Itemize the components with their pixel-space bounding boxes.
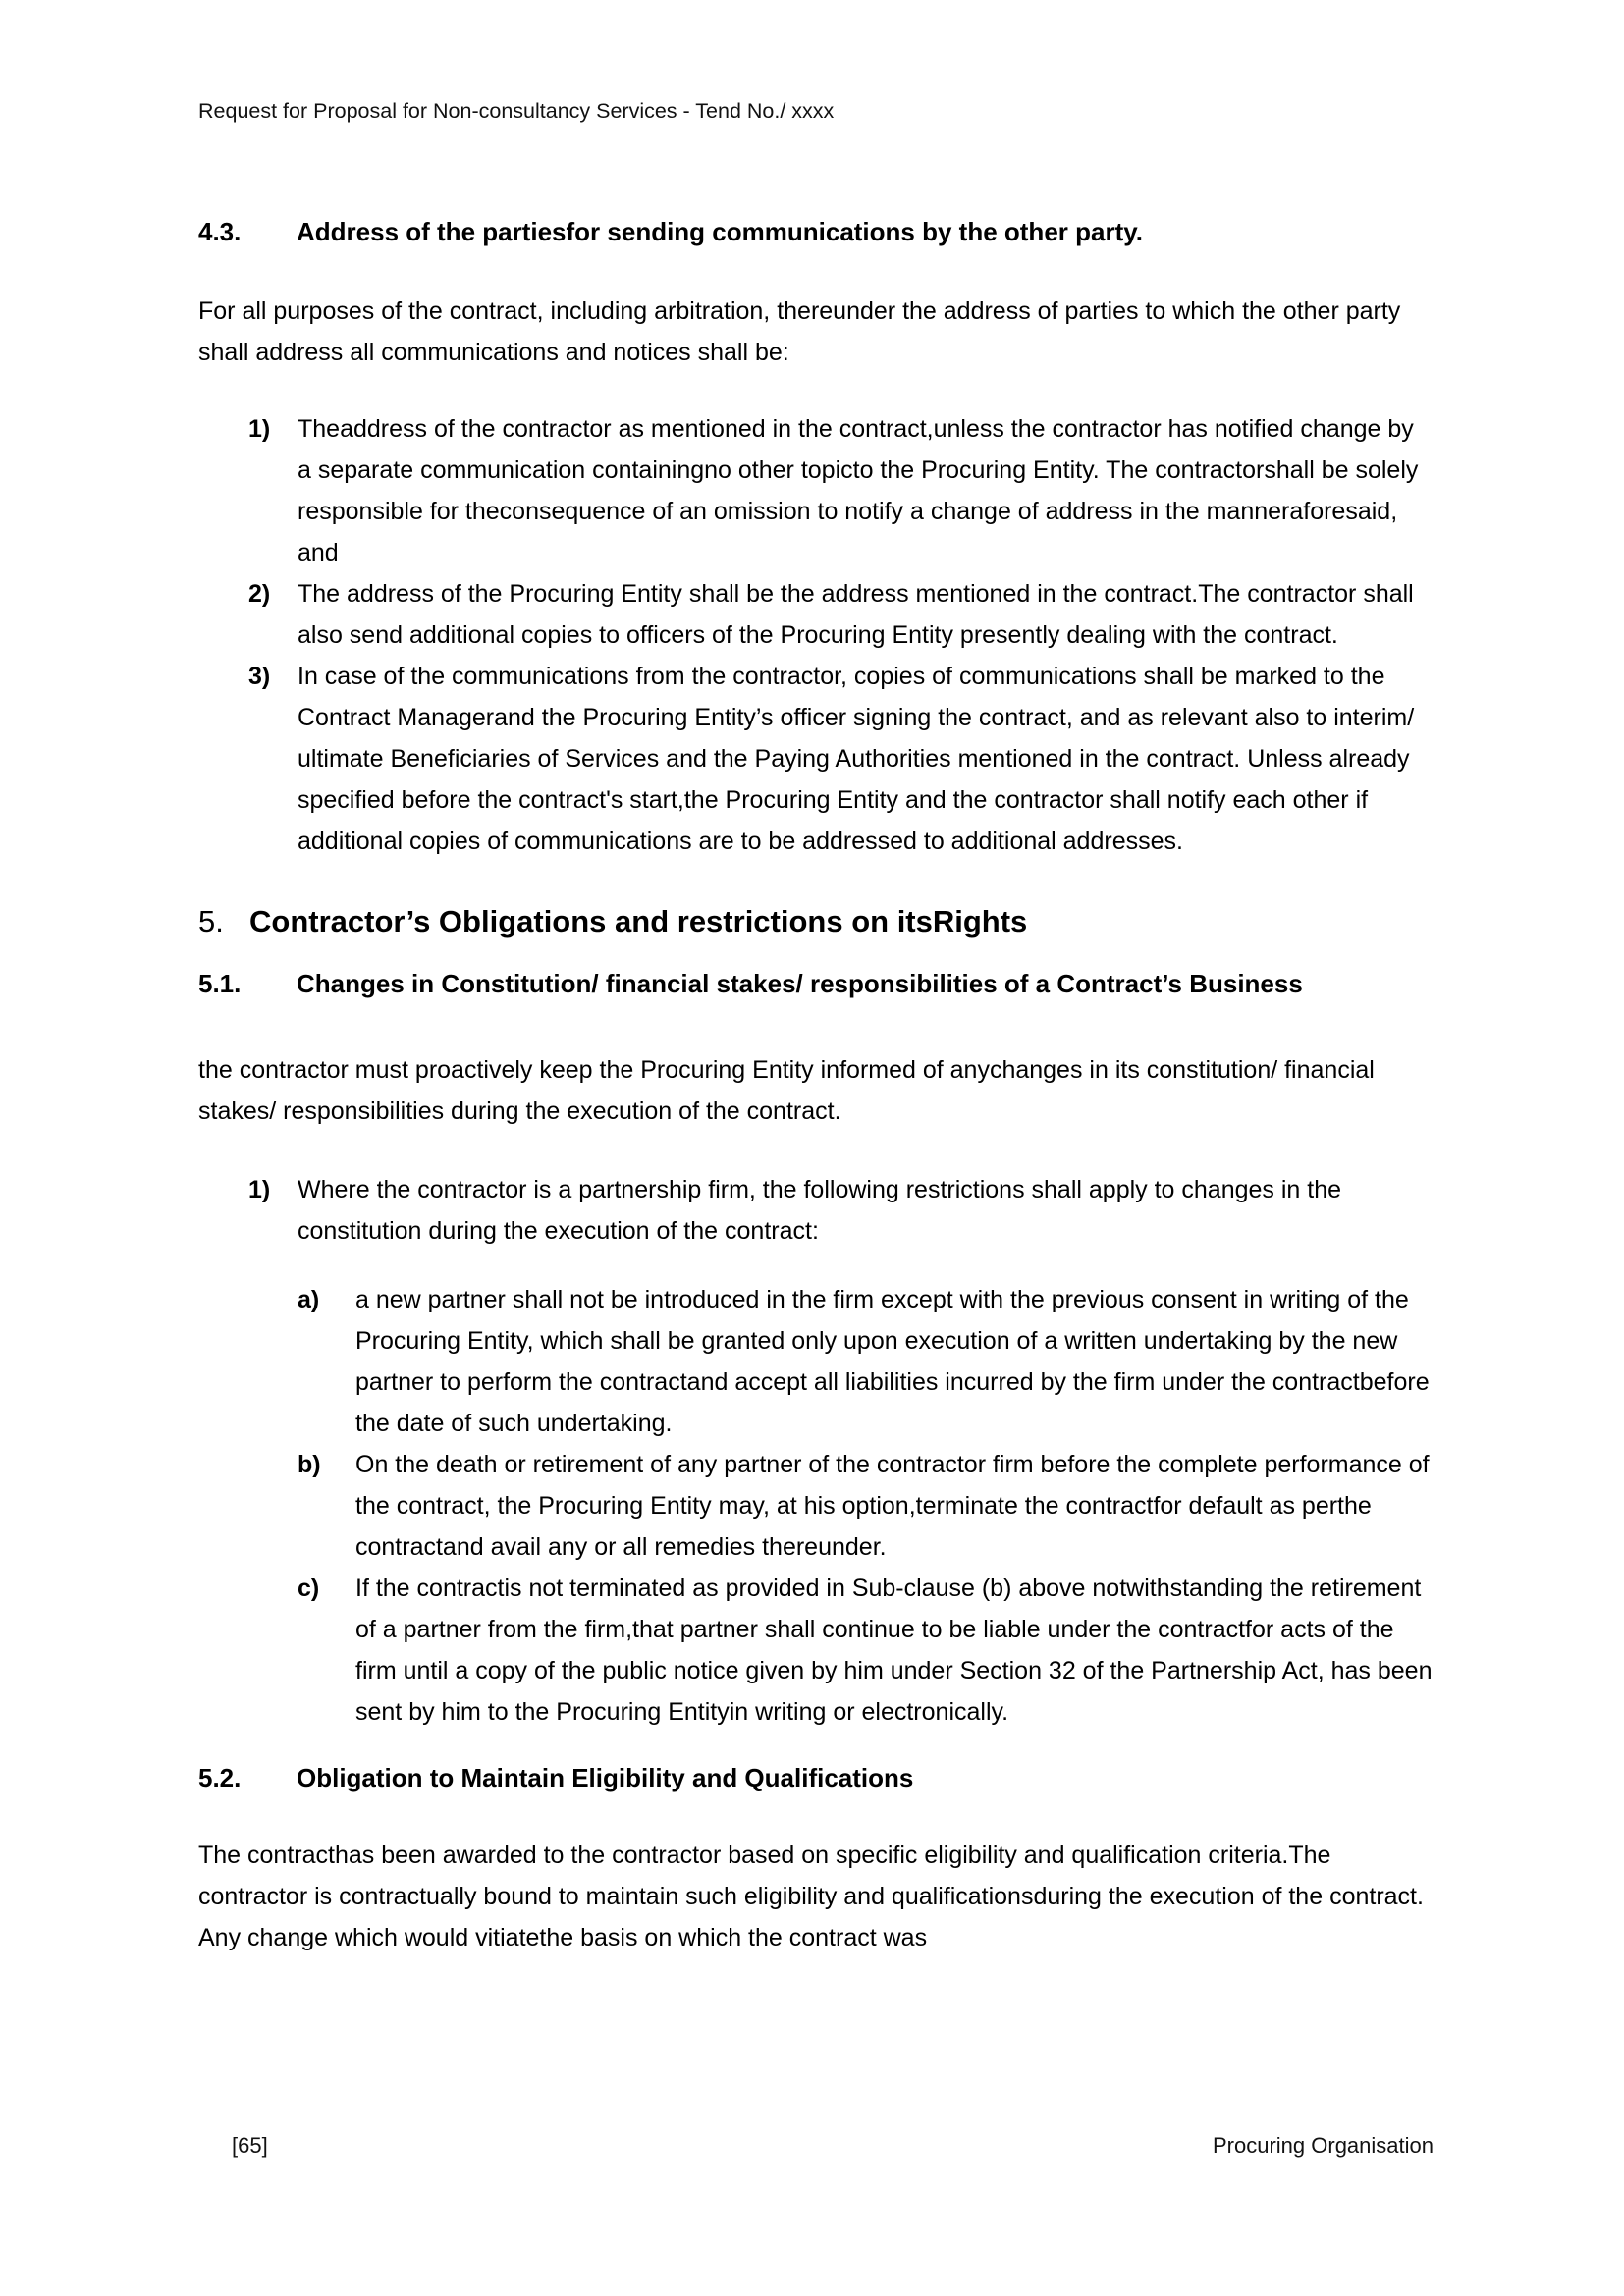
heading-4-3-number: 4.3. <box>198 217 242 246</box>
heading-5-title: Contractor’s Obligations and restrictions on itsRights <box>249 904 1028 938</box>
list-item-number: 3) <box>248 663 271 690</box>
list-item-text: The address of the Procuring Entity shall be the address mentioned in the contract.The contractor shall also send additional copies to officers of the Procuring Entity presently dealing with the contract. <box>298 580 1414 649</box>
sublist-item-text: If the contractis not terminated as provided in Sub-clause (b) above notwithstanding the retirement of a partner from the firm,that partner shall continue to be liable under the contractfor acts of the firm until a copy of the public notice given by him under Section 32 of the Partnership Act, has been sent by him to the Procuring Entityin writing or electronically. <box>355 1575 1433 1726</box>
list-item-text: Where the contractor is a partnership firm, the following restrictions shall apply to changes in the constitution during the execution of the contract: <box>298 1176 1342 1245</box>
heading-5-2-title: Obligation to Maintain Eligibility and Qualifications <box>297 1763 914 1792</box>
heading-5-number: 5. <box>198 904 224 938</box>
paragraph-5-1-intro: the contractor must proactively keep the Procuring Entity informed of anychanges in its constitution/ financial stakes/ responsibilities during the execution of the contract. <box>198 1056 1375 1125</box>
list-item <box>248 573 1434 656</box>
list-item <box>248 1169 1434 1252</box>
heading-5-1-number: 5.1. <box>198 969 242 998</box>
lettered-sublist-5-1 <box>298 1279 1434 1733</box>
numbered-list-4-3 <box>248 408 1434 862</box>
list-item <box>248 656 1434 862</box>
sublist-item-letter: a) <box>298 1286 320 1313</box>
footer-page-number: [65] <box>232 2133 268 2158</box>
list-item-text: In case of the communications from the contractor, copies of communications shall be marked to the Contract Managerand the Procuring Entity’s officer signing the contract, and as relevant also to interim/ ultimate Beneficiaries of Services and the Paying Authorities mentioned in the contract. Unless already specified before the contract's start,the Procuring Entity and the contractor shall notify each other if additional copies of communications are to be addressed to additional addresses. <box>298 663 1415 855</box>
paragraph-4-3-intro: For all purposes of the contract, including arbitration, thereunder the address of parties to which the other party shall address all communications and notices shall be: <box>198 297 1401 366</box>
list-item-number: 2) <box>248 580 271 608</box>
sublist-item-letter: b) <box>298 1451 321 1478</box>
sublist-item-letter: c) <box>298 1575 320 1602</box>
sublist-item-text: On the death or retirement of any partner of the contractor firm before the complete performance of the contract, the Procuring Entity may, at his option,terminate the contractfor default as perthe contractand avail any or all remedies thereunder. <box>355 1451 1430 1561</box>
sublist-item <box>298 1279 1434 1444</box>
heading-5-2 <box>198 1762 1434 1793</box>
heading-4-3 <box>198 216 1434 247</box>
heading-5-1-title: Changes in Constitution/ financial stakes/ responsibilities of a Contract’s Business <box>297 969 1303 998</box>
footer-organisation: Procuring Organisation <box>1212 2133 1434 2158</box>
page-header-text: Request for Proposal for Non-consultancy Services - Tend No./ xxxx <box>198 99 835 123</box>
page-footer <box>198 2132 1434 2159</box>
heading-5-1 <box>198 968 1434 999</box>
list-item-number: 1) <box>248 415 271 443</box>
sublist-item <box>298 1444 1434 1568</box>
paragraph-5-2-intro: The contracthas been awarded to the contractor based on specific eligibility and qualification criteria.The contractor is contractually bound to maintain such eligibility and qualificationsduring the execution of the contract. Any change which would vitiatethe basis on which the contract was <box>198 1842 1424 1951</box>
numbered-list-5-1 <box>248 1169 1434 1252</box>
list-item <box>248 408 1434 573</box>
heading-5 <box>198 902 1434 941</box>
list-item-number: 1) <box>248 1176 271 1203</box>
document-content <box>198 216 1434 1958</box>
list-item-text: Theaddress of the contractor as mentioned in the contract,unless the contractor has notified change by a separate communication containingno other topicto the Procuring Entity. The contractorshall be solely responsible for theconsequence of an omission to notify a change of address in the manneraforesaid, and <box>298 415 1419 566</box>
sublist-item <box>298 1568 1434 1733</box>
heading-5-2-number: 5.2. <box>198 1763 242 1792</box>
heading-4-3-title: Address of the partiesfor sending communications by the other party. <box>297 217 1143 246</box>
sublist-item-text: a new partner shall not be introduced in the firm except with the previous consent in writing of the Procuring Entity, which shall be granted only upon execution of a written undertaking by the new partner to perform the contractand accept all liabilities incurred by the firm under the contractbefore the date of such undertaking. <box>355 1286 1430 1437</box>
